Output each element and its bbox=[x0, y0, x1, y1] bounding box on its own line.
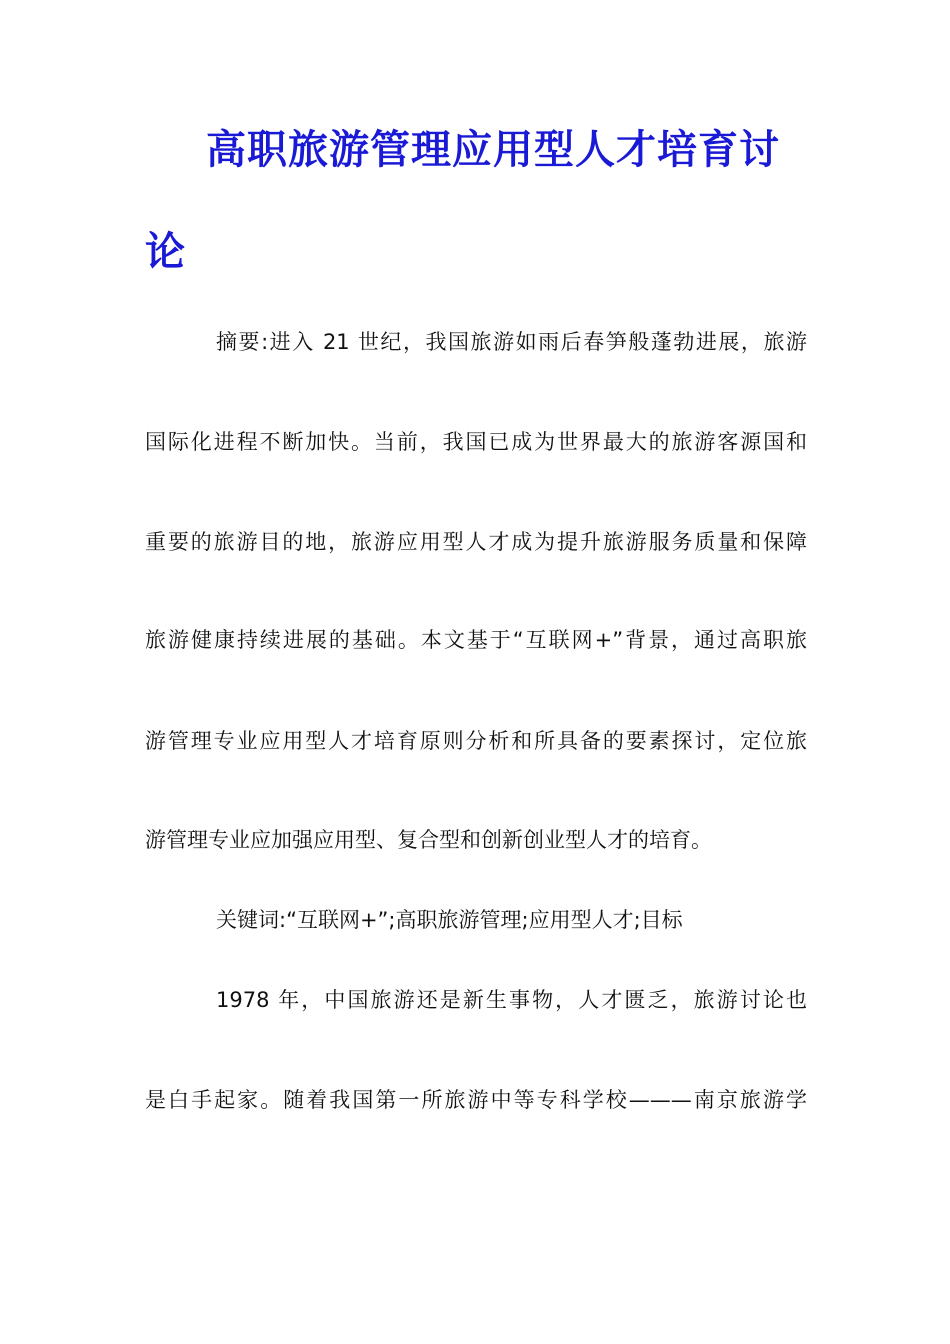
body-paragraph-line-2: 是白手起家。随着我国第一所旅游中等专科学校———南京旅游学 bbox=[145, 1088, 807, 1112]
document-title-line-1: 高职旅游管理应用型人才培育讨 bbox=[206, 126, 780, 173]
document-title-line-2: 论 bbox=[145, 228, 185, 275]
abstract-line-2: 国际化进程不断加快。当前，我国已成为世界最大的旅游客源国和 bbox=[145, 430, 807, 454]
abstract-line-4: 旅游健康持续进展的基础。本文基于“互联网+”背景，通过高职旅 bbox=[145, 628, 807, 652]
abstract-line-6: 游管理专业应加强应用型、复合型和创新创业型人才的培育。 bbox=[145, 828, 712, 852]
abstract-line-3: 重要的旅游目的地，旅游应用型人才成为提升旅游服务质量和保障 bbox=[145, 530, 807, 554]
abstract-line-5: 游管理专业应用型人才培育原则分析和所具备的要素探讨，定位旅 bbox=[145, 729, 807, 753]
keywords-line: 关键词:“互联网+”;高职旅游管理;应用型人才;目标 bbox=[216, 908, 683, 932]
abstract-line-1: 摘要:进入 21 世纪，我国旅游如雨后春笋般蓬勃进展，旅游 bbox=[216, 330, 807, 354]
body-paragraph-line-1: 1978 年，中国旅游还是新生事物，人才匮乏，旅游讨论也 bbox=[216, 988, 807, 1012]
